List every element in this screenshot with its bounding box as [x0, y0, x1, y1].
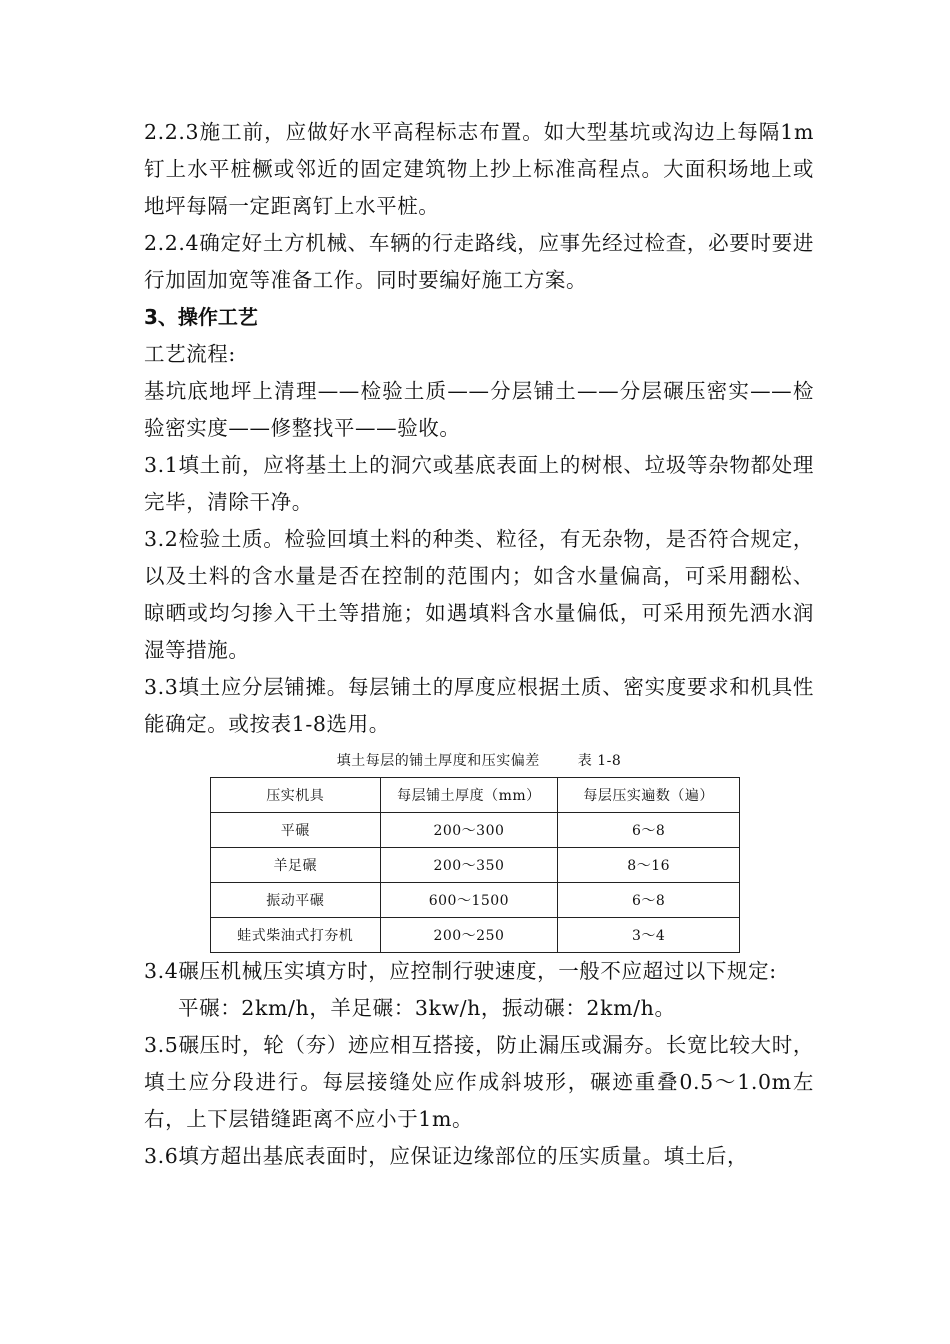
- table-row: [211, 848, 740, 883]
- table-cell: 平碾: [211, 813, 381, 848]
- table-cell: 6～8: [558, 813, 740, 848]
- table-cell: 200～300: [380, 813, 558, 848]
- speed-limits: 平碾：2km/h，羊足碾：3kw/h，振动碾：2km/h。: [178, 996, 676, 1020]
- section-heading: 3、操作工艺: [144, 305, 258, 329]
- flow-label: 工艺流程:: [144, 342, 236, 366]
- table-cell: 3～4: [558, 918, 740, 953]
- table-row: [211, 918, 740, 953]
- paragraph-2-2-4: 2.2.4确定好土方机械、车辆的行走路线，应事先经过检查，必要时要进行加固加宽等准备工作。同时要编好施工方案。: [144, 231, 814, 292]
- table-cell: 600～1500: [380, 883, 558, 918]
- table-cell: 羊足碾: [211, 848, 381, 883]
- flow-text: 基坑底地坪上清理——检验土质——分层铺土——分层碾压密实——检验密实度——修整找平——验收。: [144, 379, 814, 440]
- table-cell: 8～16: [558, 848, 740, 883]
- table-number: 表 1-8: [577, 753, 622, 769]
- paragraph-3-1: 3.1填土前，应将基土上的洞穴或基底表面上的树根、垃圾等杂物都处理完毕，清除干净。: [144, 453, 814, 514]
- table-cell: 振动平碾: [211, 883, 381, 918]
- table-row: [211, 883, 740, 918]
- table-cell: 6～8: [558, 883, 740, 918]
- header-machine: 压实机具: [211, 778, 381, 813]
- table-caption-title: 填土每层的铺土厚度和压实偏差: [336, 753, 540, 769]
- table-header-row: [211, 778, 740, 813]
- table-cell: 蛙式柴油式打夯机: [211, 918, 381, 953]
- table-row: [211, 813, 740, 848]
- document-page: [144, 114, 814, 1175]
- paragraph-3-3: 3.3填土应分层铺摊。每层铺土的厚度应根据土质、密实度要求和机具性能确定。或按表1-8选用。: [144, 675, 814, 736]
- compaction-table: [210, 777, 740, 953]
- paragraph-3-2: 3.2检验土质。检验回填土料的种类、粒径，有无杂物，是否符合规定，以及土料的含水量是否在控制的范围内；如含水量偏高，可采用翻松、晾晒或均匀掺入干土等措施；如遇填料含水量偏低，可采用预先洒水润湿等措施。: [144, 527, 814, 662]
- header-passes: 每层压实遍数（遍）: [558, 778, 740, 813]
- header-thickness: 每层铺土厚度（mm）: [380, 778, 558, 813]
- table-cell: 200～250: [380, 918, 558, 953]
- table-caption: [144, 751, 814, 771]
- paragraph-2-2-3: 2.2.3施工前，应做好水平高程标志布置。如大型基坑或沟边上每隔1m钉上水平桩橛或邻近的固定建筑物上抄上标准高程点。大面积场地上或地坪每隔一定距离钉上水平桩。: [144, 120, 814, 218]
- paragraph-3-4: 3.4碾压机械压实填方时，应控制行驶速度，一般不应超过以下规定:: [144, 959, 777, 983]
- paragraph-3-6: 3.6填方超出基底表面时，应保证边缘部位的压实质量。填土后，: [144, 1144, 749, 1168]
- table-cell: 200～350: [380, 848, 558, 883]
- paragraph-3-5: 3.5碾压时，轮（夯）迹应相互搭接，防止漏压或漏夯。长宽比较大时，填土应分段进行。每层接缝处应作成斜坡形，碾迹重叠0.5～1.0m左右，上下层错缝距离不应小于1m。: [144, 1033, 814, 1131]
